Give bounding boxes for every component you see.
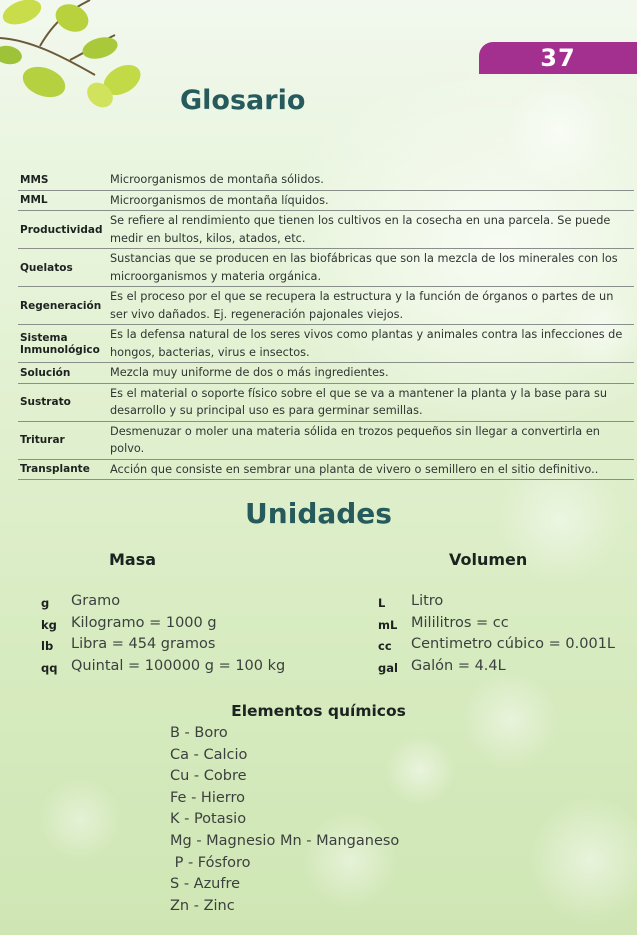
glossary-row xyxy=(18,211,634,249)
glossary-row xyxy=(18,287,634,325)
unit-abbreviation: qq xyxy=(41,661,58,676)
unit-abbreviation: g xyxy=(41,596,50,610)
glossary-title: Glosario xyxy=(180,85,306,116)
glossary-table xyxy=(18,170,634,480)
glossary-term: Sistema Inmunológico xyxy=(18,325,108,363)
unit-name: Galón = 4.4L xyxy=(411,658,506,675)
mass-unit-row xyxy=(41,615,301,635)
glossary-definition: Es el proceso por el que se recupera la estructura y la función de órganos o partes de un ser vivo dañados. Ej. regeneración pajonales viejos. xyxy=(108,287,634,325)
mass-unit-row xyxy=(41,658,301,678)
glossary-term: Regeneración xyxy=(18,287,108,325)
volume-unit-row xyxy=(378,636,637,656)
unit-abbreviation: gal xyxy=(378,661,398,676)
glossary-term: Transplante xyxy=(18,459,108,480)
mass-unit-row xyxy=(41,636,301,656)
volume-unit-row xyxy=(378,593,637,613)
unit-abbreviation: cc xyxy=(378,639,392,654)
unit-abbreviation: lb xyxy=(41,639,54,654)
unit-name: Mililitros = cc xyxy=(411,614,509,631)
unit-abbreviation: kg xyxy=(41,617,57,632)
glossary-row xyxy=(18,459,634,480)
element-item: K - Potasio xyxy=(170,811,247,828)
glossary-definition: Es la defensa natural de los seres vivos como plantas y animales contra las infecciones de hongos, bacterias, virus e insectos. xyxy=(108,325,634,363)
unit-name: Quintal = 100000 g = 100 kg xyxy=(71,658,286,675)
page-number-tab xyxy=(479,42,637,74)
glossary-term: Solución xyxy=(18,363,108,384)
glossary-definition: Se refiere al rendimiento que tienen los cultivos en la cosecha en una parcela. Se puede medir en bultos, kilos, atados, etc. xyxy=(108,211,634,249)
glossary-row xyxy=(18,363,634,384)
element-item: S - Azufre xyxy=(170,876,241,893)
unit-abbreviation: mL xyxy=(378,617,398,632)
glossary-definition: Mezcla muy uniforme de dos o más ingredientes. xyxy=(108,363,634,384)
leaves-decoration xyxy=(0,0,150,120)
mass-title: Masa xyxy=(109,550,157,569)
unit-name: Gramo xyxy=(71,593,121,609)
unit-name: Kilogramo = 1000 g xyxy=(71,614,217,631)
units-title: Unidades xyxy=(245,497,392,530)
volume-unit-row xyxy=(378,658,637,678)
glossary-definition: Sustancias que se producen en las biofábricas que son la mezcla de los minerales con los microorganismos y materia orgánica. xyxy=(108,249,634,287)
volume-unit-row xyxy=(378,615,637,635)
glossary-definition: Desmenuzar o moler una materia sólida en trozos pequeños sin llegar a convertirla en polvo. xyxy=(108,421,634,459)
elements-title: Elementos químicos xyxy=(231,702,406,720)
volume-title: Volumen xyxy=(449,550,528,569)
glossary-term: Productividad xyxy=(18,211,108,249)
unit-name: Libra = 454 gramos xyxy=(71,636,216,653)
element-item: Cu - Cobre xyxy=(170,768,247,785)
mass-unit-row xyxy=(41,593,301,613)
glossary-row xyxy=(18,170,634,190)
element-item: B - Boro xyxy=(170,725,228,741)
element-item: Zn - Zinc xyxy=(170,897,235,914)
glossary-term: MMS xyxy=(18,170,108,190)
element-item: P - Fósforo xyxy=(170,854,251,871)
element-item: Fe - Hierro xyxy=(170,789,245,806)
glossary-definition: Microorganismos de montaña sólidos. xyxy=(108,170,634,190)
unit-name: Litro xyxy=(411,593,444,609)
glossary-definition: Acción que consiste en sembrar una planta de vivero o semillero en el sitio definitivo.. xyxy=(108,459,634,480)
glossary-definition: Es el material o soporte físico sobre el que se va a mantener la planta y la base para su desarrollo y su principal uso es para germinar semillas. xyxy=(108,383,634,421)
glossary-term: Quelatos xyxy=(18,249,108,287)
element-item: Ca - Calcio xyxy=(170,746,248,763)
glossary-row xyxy=(18,383,634,421)
glossary-term: Triturar xyxy=(18,421,108,459)
glossary-row xyxy=(18,421,634,459)
glossary-definition: Microorganismos de montaña líquidos. xyxy=(108,190,634,211)
unit-abbreviation: L xyxy=(378,596,386,610)
glossary-row xyxy=(18,249,634,287)
unit-name: Centimetro cúbico = 0.001L xyxy=(411,636,615,653)
page-number: 37 xyxy=(540,44,576,72)
glossary-term: Sustrato xyxy=(18,383,108,421)
element-item: Mg - Magnesio Mn - Manganeso xyxy=(170,833,400,849)
glossary-row xyxy=(18,190,634,211)
glossary-row xyxy=(18,325,634,363)
glossary-term: MML xyxy=(18,190,108,211)
